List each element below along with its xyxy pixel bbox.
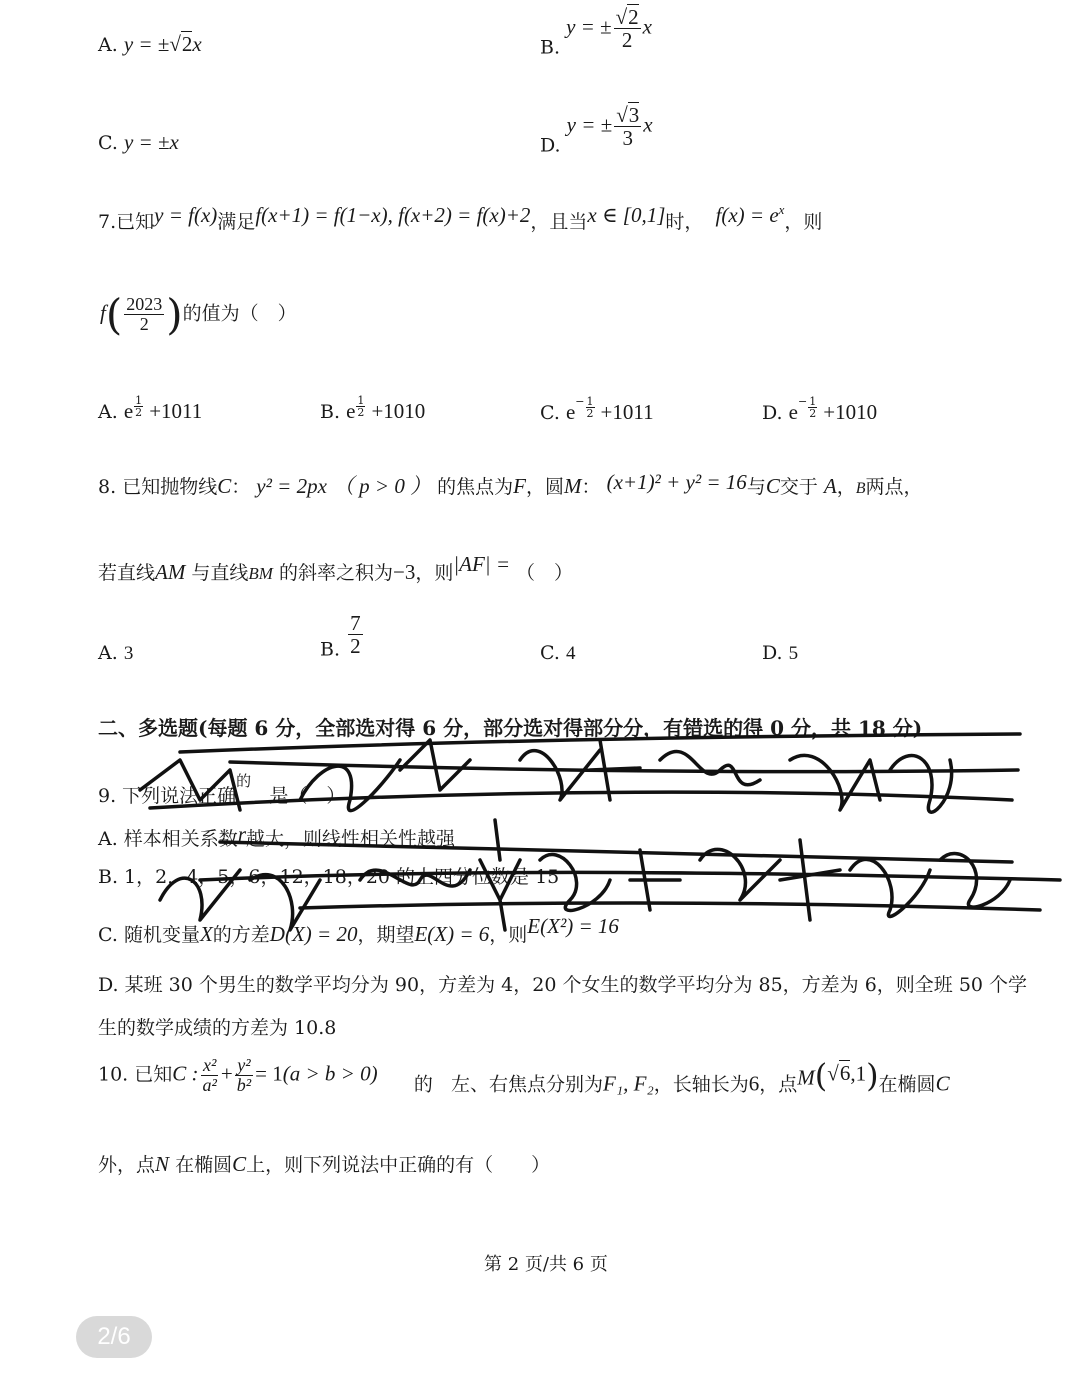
q9-option-c-pre: C. 随机变量 [98,924,200,946]
q7-option-a-sup-num: 1 [135,394,143,407]
q8-option-a-label: A. [98,642,118,664]
q7-option-b-rest: +1010 [371,399,426,423]
q9-stem-b: 是（ ） [269,785,346,807]
q7-option-b-sup-num: 1 [357,394,365,407]
q7-stem-line1 [98,202,822,234]
q6-option-b-rad: 2 [628,5,639,29]
q7-number: 7. [98,211,117,233]
q7-f-label: f [100,300,106,325]
q8-line1-t2: ： [231,476,251,498]
q6-option-d-x: x [643,112,653,137]
q8-line1-t4: ，圆 [526,476,565,498]
q10-line2-a: 外，点 [98,1154,156,1176]
q7-option-a [98,395,202,424]
q8-option-b [320,612,365,661]
q10-point-rad: 6 [839,1061,851,1086]
q6-option-d-rad: 3 [628,103,640,127]
q6-option-a-label: A. [98,34,118,56]
q10-c-end: C [935,1071,950,1096]
q7-option-c [540,395,654,425]
q9-option-b: B. 1，2，4，5，6，12，18，20 的上四分位数是 15 [98,866,560,888]
q8-option-b-num: 7 [350,611,361,635]
q7-option-b [320,395,425,424]
q7-option-a-base: e [123,399,134,423]
q7-option-d-sup-num: 1 [809,395,817,408]
q9-option-c-x: X [199,922,213,946]
q8-line1-eq: y² = 2px [256,474,327,498]
q6-option-b: B. y = ± $\frac{√2}{2}$ x [540,5,652,59]
q8-line1-t9: 两点， [865,476,923,498]
q7-text3: ，且当 [530,211,588,233]
q7-option-d-label: D. [762,402,783,424]
q8-option-d [762,642,798,665]
q8-line1-t1: 已知抛物线 [122,476,218,498]
q10-line2-b: 在椭圆 [175,1154,233,1176]
q10-c: C : [172,1061,199,1086]
q7-option-b-sup-den: 2 [357,406,365,419]
q7-option-c-base: e [565,400,576,424]
q7-option-d-sup-den: 2 [809,407,817,420]
q10-stem-line2 [98,1150,550,1177]
q8-option-d-label: D. [762,642,783,664]
q7-option-a-rest: +1011 [149,399,203,423]
q10-t3: ，长轴长为 [653,1073,749,1096]
q7-expr3: x ∈ [0,1] [587,203,666,227]
q10-len: 6 [748,1071,760,1096]
q9-option-c [98,914,619,947]
q10-t4: ，点 [759,1073,798,1096]
q7-option-b-base: e [346,399,356,423]
q10-stem-line1: 10. 已知C : $\frac{\text{x²}}{\text{a²}}$ + $\frac{\text{y²}}{\text{b²}}$ = 1(a > b > 0) 的 左、右焦点分别为F₁, F₂，长轴长为6，点M(√6,1)在椭圆C [98,1055,950,1096]
q8-line2-t4: ，则 [415,562,454,584]
q8-option-b-label: B. [320,638,341,661]
q8-line2-t1: 若直线 [98,562,156,584]
q6-option-b-expr: y = ± [566,14,612,39]
q10-n: N [155,1152,170,1176]
q10-foci: F₁, F₂ [603,1071,654,1096]
q7-expr2: f(x+1) = f(1−x), f(x+2) = f(x)+2 [255,203,531,227]
q6-option-a: A. y = ±√2x [98,32,202,56]
q8-option-a [98,642,133,665]
q6-option-a-x: x [192,32,202,56]
q6-option-a-expr: y = ± [123,32,170,56]
q9-option-c-mid2: ，期望 [357,924,415,946]
section2-header: 二、多选题(每题 6 分，全部选对得 6 分，部分选对得部分分，有错选的得 0 分，共 18 分) [98,716,923,740]
q7-text4: 时， [665,211,704,233]
q6-option-d-den: 3 [622,126,633,151]
q10-t2: 左、右焦点分别为 [450,1073,603,1096]
q9-option-a-post: 越大，则线性相关性越强 [246,828,456,850]
q10-t1: 的 [413,1073,433,1096]
q9-option-c-ex2: E(X²) = 16 [527,914,619,938]
q10-line2-c: 上，则下列说法中正确的有（ ） [246,1154,551,1176]
q8-line1-a: A [823,474,837,498]
q7-option-c-sup-sign: − [575,395,585,408]
q8-line2-t3: 的斜率之积为 [279,562,394,584]
q8-option-c-value: 4 [565,643,576,664]
q8-option-c-label: C. [540,642,560,664]
q7-expr4-sup: x [778,202,785,217]
q7-option-d-rest: +1010 [823,400,878,424]
q8-option-b-den: 2 [350,634,361,659]
q9-option-c-ex: E(X) = 6 [414,922,490,946]
q9-option-d-line2: 生的数学成绩的方差为 10.8 [98,1017,337,1039]
q9-option-c-mid3: ，则 [489,924,528,946]
q7-option-c-sup-den: 2 [586,407,594,420]
q8-option-c [540,642,575,665]
q7-text1: 已知 [116,211,155,233]
q7-expr1: y = f(x) [154,203,218,227]
q7-frac-den: 2 [139,314,149,334]
q9-stem-a: 9. 下列说法正确 [98,785,237,807]
q10-plus: + [220,1061,233,1086]
q6-option-a-rad: 2 [181,32,193,56]
q9-stem-de: 的 [236,772,252,790]
q10-den1: a² [202,1074,217,1095]
q10-c2: C [232,1152,247,1176]
q10-cond: (a > b > 0) [282,1061,378,1086]
q7-frac-num: 2023 [126,294,163,315]
q7-option-a-sup-den: 2 [135,406,143,419]
q6-option-d-label: D. [540,134,561,157]
q6-option-b-den: 2 [621,28,633,53]
q7-option-a-label: A. [98,401,118,423]
q7-option-c-sup-num: 1 [586,395,594,408]
page-footer: 第 2 页/共 6 页 [484,1254,608,1275]
q7-option-c-rest: +1011 [600,400,654,424]
q10-den2: b² [236,1074,252,1095]
q7-option-c-label: C. [540,402,560,424]
q9-stem [98,770,345,808]
q10-point-m: M [797,1065,815,1090]
q10-eq: = 1 [255,1061,283,1086]
q10-num1: x² [203,1055,217,1075]
q10-num2: y² [237,1055,251,1075]
q9-option-a-r: r [237,822,246,846]
q9-option-c-mid: 的方差 [212,924,270,946]
q7-option-b-label: B. [320,401,341,423]
q6-option-c [98,130,179,155]
q8-stem-line2 [98,552,573,585]
q8-option-d-value: 5 [788,643,799,664]
q8-line2-bm: BM [248,564,273,583]
q7-text5: ，则 [784,211,823,233]
q6-option-c-label: C. [98,132,118,154]
q8-line1-t3: 的焦点为 [437,476,514,498]
q6-option-b-label: B. [540,36,561,59]
q8-line2-t5: （ ） [516,562,574,584]
q7-expr4: f(x) = e [715,203,779,227]
q8-line1-b: B [855,480,866,497]
q7-option-d-sup-sign: − [797,395,808,408]
q6-option-d: D. y = ± $\frac{√3}{3}$ x [540,103,653,157]
q8-line2-af: |AF| = [453,552,510,576]
q10-number: 10. 已知 [98,1063,173,1086]
q8-stem-line1 [98,470,923,500]
q9-option-a [98,822,455,851]
q7-tail: 的值为（ ） [182,302,297,325]
q8-line1-t8: ， [836,476,856,498]
q8-line1-m: M [564,474,582,498]
q6-option-c-expr: y = ±x [123,130,179,154]
page-indicator-badge: 2/6 [76,1316,152,1358]
q8-number: 8. [98,476,117,498]
q8-line2-val: −3 [393,560,416,584]
q8-line2-am: AM [155,560,186,584]
q7-text2: 满足 [217,211,256,233]
q9-option-d-line1: D. 某班 30 个男生的数学平均分为 90，方差为 4，20 个女生的数学平均分为 85，方差为 6，则全班 50 个学 [98,974,1028,996]
q8-line1-t6: 与 [746,476,766,498]
q8-line2-t2: 与直线 [191,562,249,584]
q8-line1-t5: ： [581,476,601,498]
q6-option-b-x: x [642,14,652,39]
q7-option-d [762,395,877,425]
q8-line1-t7: 交于 [779,476,818,498]
q8-line1-f: F [513,474,526,498]
q8-line1-circle: (x+1)² + y² = 16 [606,470,747,494]
q8-line1-c2: C [765,474,780,498]
q9-option-a-pre: A. 样本相关系数 [98,828,238,850]
q8-option-a-value: 3 [123,643,134,664]
q8-line1-cond: （ p > 0 ） [332,474,432,498]
q9-option-c-dx: D(X) = 20 [269,922,358,946]
q7-stem-line2: f( $\frac{2023}{2}$ )的值为（ ） [100,290,297,339]
q6-option-d-expr: y = ± [566,112,613,137]
q10-point-tail: ,1 [850,1061,867,1086]
q7-option-d-base: e [788,400,798,424]
q10-t5: 在椭圆 [878,1073,936,1096]
q8-line1-c: C [217,474,232,498]
